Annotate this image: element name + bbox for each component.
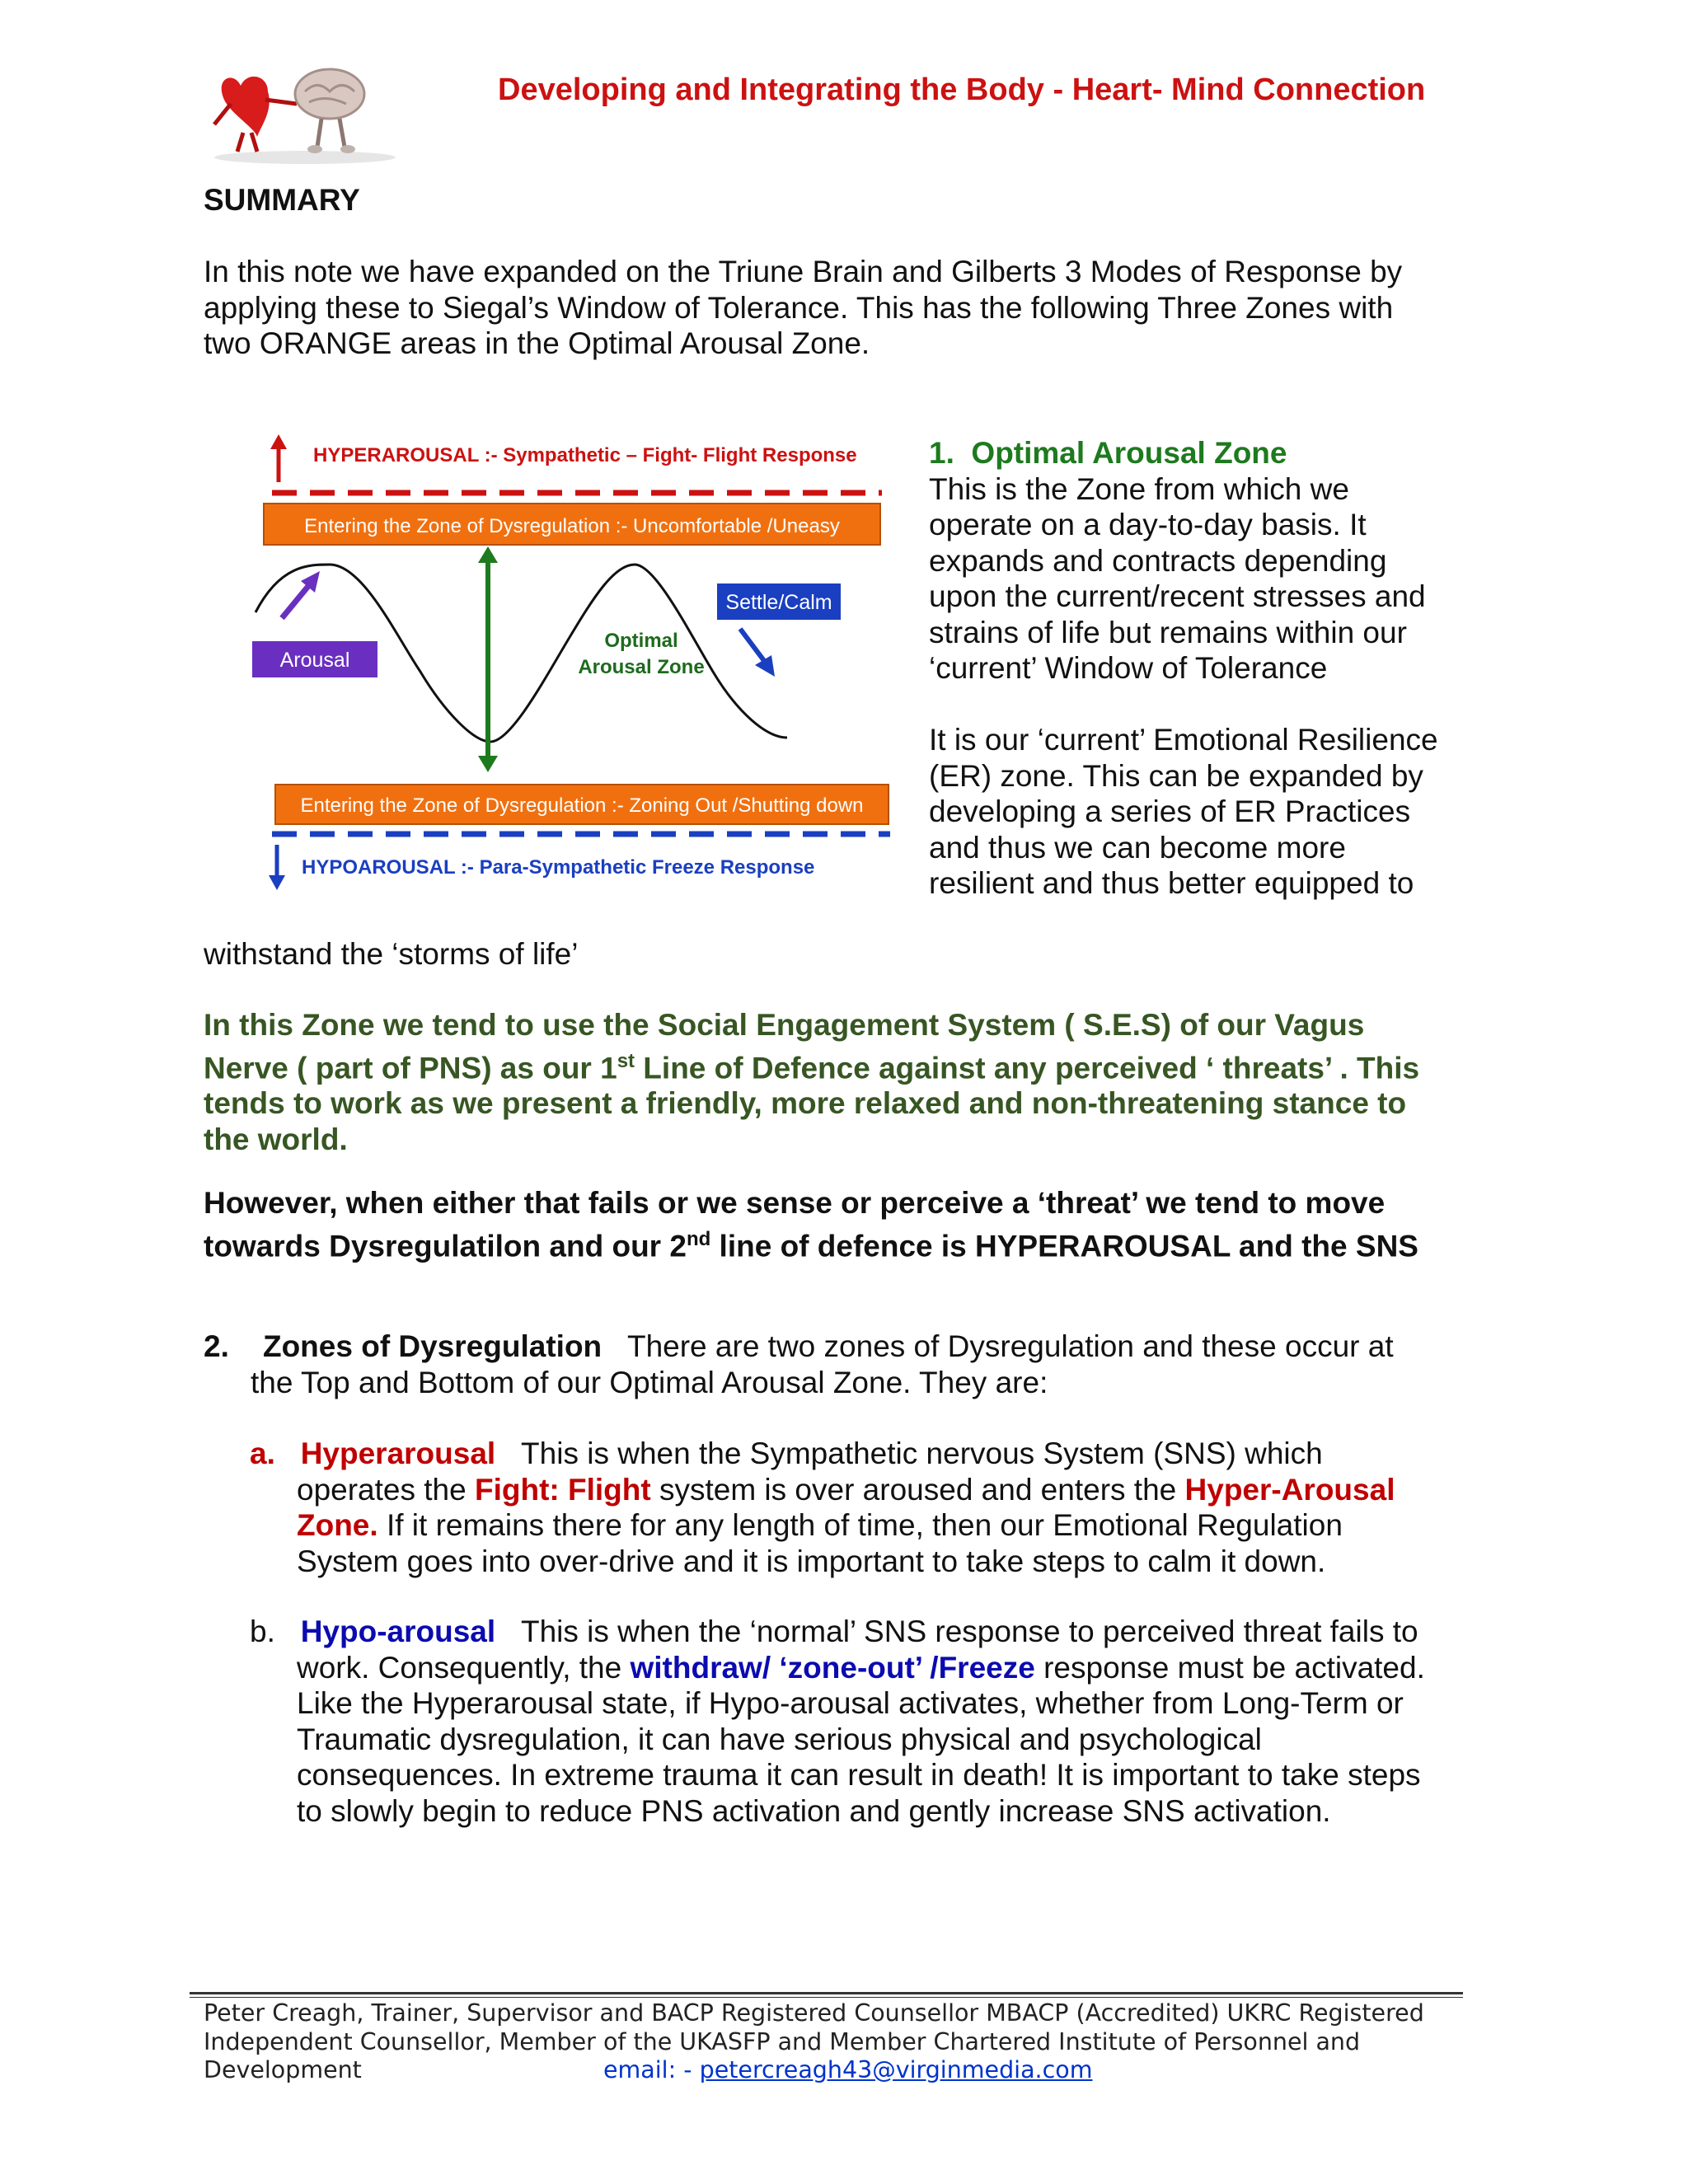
optimal-p2-tail: withstand the ‘storms of life’ <box>204 937 579 971</box>
however-line: towards Dysregulatilon and our 2nd line of defence is HYPERAROUSAL and the SNS <box>204 1227 1418 1263</box>
optimal-p2-line: developing a series of ER Practices <box>929 794 1411 828</box>
ses-line: In this Zone we tend to use the Social Engagement System ( S.E.S) of our Vagus <box>204 1008 1365 1042</box>
footer-line: Peter Creagh, Trainer, Supervisor and BACP Registered Counsellor MBACP (Accredited) UKRC Registered <box>204 1999 1424 2027</box>
footer <box>204 1999 1473 2085</box>
settle-calm-label: Settle/Calm <box>725 591 832 614</box>
hyper-letter: a. <box>250 1436 275 1470</box>
settle-arrow <box>740 629 775 677</box>
optimal-p2-line: (ER) zone. This can be expanded by <box>929 758 1423 793</box>
header-title: Developing and Integrating the Body - Heart- Mind Connection <box>498 73 1426 107</box>
hypo-line: consequences. In extreme trauma it can result in death! It is important to take steps <box>297 1758 1421 1792</box>
however-paragraph <box>204 1185 1473 1263</box>
dysregulation-line <box>204 1329 1473 1365</box>
footer-line: Independent Counsellor, Member of the UKASFP and Member Chartered Institute of Personnel and <box>204 2027 1361 2055</box>
ses-paragraph <box>204 1007 1473 1157</box>
optimal-p1-line: ‘current’ Window of Tolerance <box>929 651 1328 685</box>
hypo-line: Like the Hyperarousal state, if Hypo-arousal activates, whether from Long-Term or <box>297 1686 1404 1720</box>
footer-rule <box>190 1992 1463 1994</box>
optimal-zone-section <box>929 435 1465 902</box>
hyper-line: System goes into over-drive and it is important to take steps to calm it down. <box>297 1544 1326 1578</box>
dysregulation-text: There are two zones of Dysregulation and these occur at <box>626 1329 1394 1363</box>
dysregulation-section <box>204 1329 1473 1400</box>
optimal-zone-heading <box>929 435 1465 471</box>
hypoarousal-down-arrow <box>269 845 285 890</box>
dysregulation-line: the Top and Bottom of our Optimal Arousal Zone. They are: <box>251 1365 1048 1399</box>
hyper-title: Hyperarousal <box>300 1436 496 1470</box>
hypo-line: Traumatic dysregulation, it can have serious physical and psychological <box>297 1722 1262 1756</box>
hypo-title: Hypo-arousal <box>300 1615 496 1648</box>
hypo-line <box>250 1614 1470 1650</box>
hyper-line: Zone. If it remains there for any length of time, then our Emotional Regulation <box>297 1508 1343 1542</box>
hypoarousal-section <box>250 1614 1470 1829</box>
arousal-label: Arousal <box>279 649 350 672</box>
heart-brain-logo <box>206 54 404 166</box>
hypo-text: This is when the ‘normal’ SNS response to perceived threat fails to <box>520 1615 1418 1648</box>
hyper-line <box>250 1436 1470 1472</box>
ses-line: the world. <box>204 1122 348 1156</box>
ses-line: tends to work as we present a friendly, more relaxed and non-threatening stance to <box>204 1086 1407 1121</box>
intro-line: In this note we have expanded on the Triune Brain and Gilberts 3 Modes of Response by <box>204 255 1403 288</box>
optimal-zone-label-1: Optimal <box>604 630 678 652</box>
footer-line <box>204 2056 1473 2085</box>
dysregulation-number: 2. <box>204 1329 229 1363</box>
however-line: However, when either that fails or we sense or perceive a ‘threat’ we tend to move <box>204 1186 1386 1220</box>
lower-dysregulation-label: Entering the Zone of Dysregulation :- Zoning Out /Shutting down <box>300 794 864 817</box>
optimal-zone-title: Optimal Arousal Zone <box>971 436 1287 470</box>
optimal-p1-line: strains of life but remains within our <box>929 615 1407 649</box>
ses-line: Nerve ( part of PNS) as our 1st Line of Defence against any perceived ‘ threats’ . This <box>204 1049 1420 1085</box>
email-link[interactable]: petercreagh43@virginmedia.com <box>699 2056 1093 2083</box>
hypo-line: work. Consequently, the withdraw/ ‘zone-out’ /Freeze response must be activated. <box>297 1650 1425 1685</box>
footer-rule-thin <box>190 1997 1463 1998</box>
intro-line: two ORANGE areas in the Optimal Arousal Zone. <box>204 326 870 360</box>
hyper-text: This is when the Sympathetic nervous System (SNS) which <box>521 1436 1323 1470</box>
optimal-p1-line: upon the current/recent stresses and <box>929 579 1426 613</box>
hypoarousal-label: HYPOAROUSAL :- Para-Sympathetic Freeze Response <box>302 856 815 879</box>
hyperarousal-up-arrow <box>270 434 287 482</box>
optimal-zone-number: 1. <box>929 436 954 470</box>
arousal-arrow <box>282 571 320 618</box>
optimal-p1-line: operate on a day-to-day basis. It <box>929 508 1367 541</box>
hypo-line: to slowly begin to reduce PNS activation and gently increase SNS activation. <box>297 1793 1331 1828</box>
window-of-tolerance-diagram <box>239 416 898 911</box>
intro-paragraph <box>204 254 1465 362</box>
optimal-p1-line: This is the Zone from which we <box>929 471 1349 506</box>
intro-line: applying these to Siegal’s Window of Tolerance. This has the following Three Zones with <box>204 290 1394 325</box>
optimal-p2-line: resilient and thus better equipped to <box>929 866 1414 900</box>
upper-dysregulation-label: Entering the Zone of Dysregulation :- Uncomfortable /Uneasy <box>304 515 840 537</box>
hyper-line: operates the Fight: Flight system is over aroused and enters the Hyper-Arousal <box>297 1472 1395 1507</box>
hyperarousal-label: HYPERAROUSAL :- Sympathetic – Fight- Flight Response <box>313 444 857 466</box>
email-label: email: - <box>603 2056 700 2083</box>
footer-text: Development <box>204 2056 362 2083</box>
dysregulation-title: Zones of Dysregulation <box>262 1329 603 1363</box>
optimal-p1-line: expands and contracts depending <box>929 543 1387 578</box>
optimal-p2-line: It is our ‘current’ Emotional Resilience <box>929 723 1438 757</box>
summary-heading: SUMMARY <box>204 183 360 217</box>
hypo-letter: b. <box>250 1615 275 1648</box>
hyperarousal-section <box>250 1436 1470 1579</box>
optimal-p2-line: and thus we can become more <box>929 830 1346 865</box>
optimal-zone-label-2: Arousal Zone <box>578 656 705 678</box>
